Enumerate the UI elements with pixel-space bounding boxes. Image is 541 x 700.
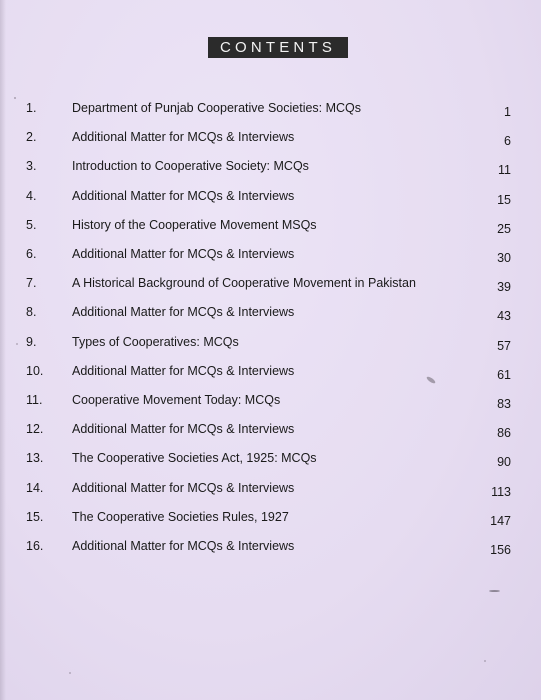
toc-entry [0,273,541,293]
toc-entry-title: Additional Matter for MCQs & Interviews [72,247,295,261]
toc-entry-page: 30 [497,251,511,265]
toc-entry [0,244,541,264]
toc-entry-page: 83 [497,397,511,411]
toc-entry-page: 57 [497,338,511,353]
toc-entry [0,478,541,498]
contents-heading: CONTENTS [208,37,348,58]
toc-entry-title: Additional Matter for MCQs & Interviews [72,422,295,437]
toc-entry-number: 5. [26,217,37,232]
toc-entry-title: Types of Cooperatives: MCQs [72,334,239,349]
toc-entry-number: 10. [26,363,44,378]
toc-entry-title: Additional Matter for MCQs & Interviews [72,188,295,203]
toc-entry [0,536,541,556]
toc-entry-number: 1. [26,101,37,115]
toc-entry-title: Additional Matter for MCQs & Interviews [72,480,295,495]
toc-entry [0,507,541,527]
toc-entry-number: 8. [26,305,37,320]
toc-entry-number: 12. [26,422,44,437]
toc-entry-page: 113 [491,484,511,499]
toc-entry [0,448,541,468]
toc-entry [0,215,541,235]
toc-entry-page: 25 [497,221,511,236]
toc-entry [0,332,541,352]
scan-speck [489,590,500,592]
toc-entry-number: 4. [26,188,37,203]
toc-entry [0,98,541,118]
toc-entry-title: Cooperative Movement Today: MCQs [72,393,281,407]
toc-entry-number: 16. [26,539,44,553]
toc-entry-page: 6 [504,134,511,149]
toc-entry-number: 3. [26,159,37,174]
toc-entry-number: 7. [26,276,37,291]
toc-entry-number: 9. [26,334,37,349]
scan-speck [69,672,71,674]
toc-entry-number: 13. [26,451,44,466]
toc-entry [0,156,541,176]
toc-entry-page: 11 [498,163,511,178]
toc-entry [0,419,541,439]
toc-entry-title: Additional Matter for MCQs & Interviews [72,539,295,553]
toc-entry-page: 1 [504,105,511,119]
scan-speck [14,97,16,99]
scan-speck [16,343,18,345]
toc-entry [0,361,541,381]
toc-entry-title: Introduction to Cooperative Society: MCQs [72,159,309,174]
toc-entry-title: Additional Matter for MCQs & Interviews [72,363,295,378]
toc-entry-number: 2. [26,130,37,145]
toc-entry-title: A Historical Background of Cooperative Movement in Pakistan [72,276,416,291]
toc-entry-title: Additional Matter for MCQs & Interviews [72,305,295,320]
toc-entry-title: History of the Cooperative Movement MSQs [72,217,317,232]
toc-entry-title: Additional Matter for MCQs & Interviews [72,130,295,145]
toc-entry-page: 147 [490,513,511,528]
toc-entry-page: 15 [497,192,511,207]
toc-entry-page: 90 [497,455,511,470]
toc-entry-page: 156 [490,543,511,557]
toc-entry [0,186,541,206]
toc-entry-number: 14. [26,480,44,495]
toc-entry-page: 43 [497,309,511,324]
toc-entry-title: Department of Punjab Cooperative Societies: MCQs [72,101,362,115]
toc-entry-page: 86 [497,426,511,441]
toc-entry-page: 39 [497,280,511,295]
toc-entry [0,302,541,322]
toc-entry-number: 6. [26,247,37,261]
toc-entry-title: The Cooperative Societies Act, 1925: MCQs [72,451,317,466]
toc-entry-number: 15. [26,509,44,524]
toc-entry-number: 11. [26,393,43,407]
toc-entry-page: 61 [497,367,511,382]
scan-speck [484,660,486,662]
toc-entry [0,127,541,147]
toc-entry-title: The Cooperative Societies Rules, 1927 [72,509,289,524]
toc-entry [0,390,541,410]
